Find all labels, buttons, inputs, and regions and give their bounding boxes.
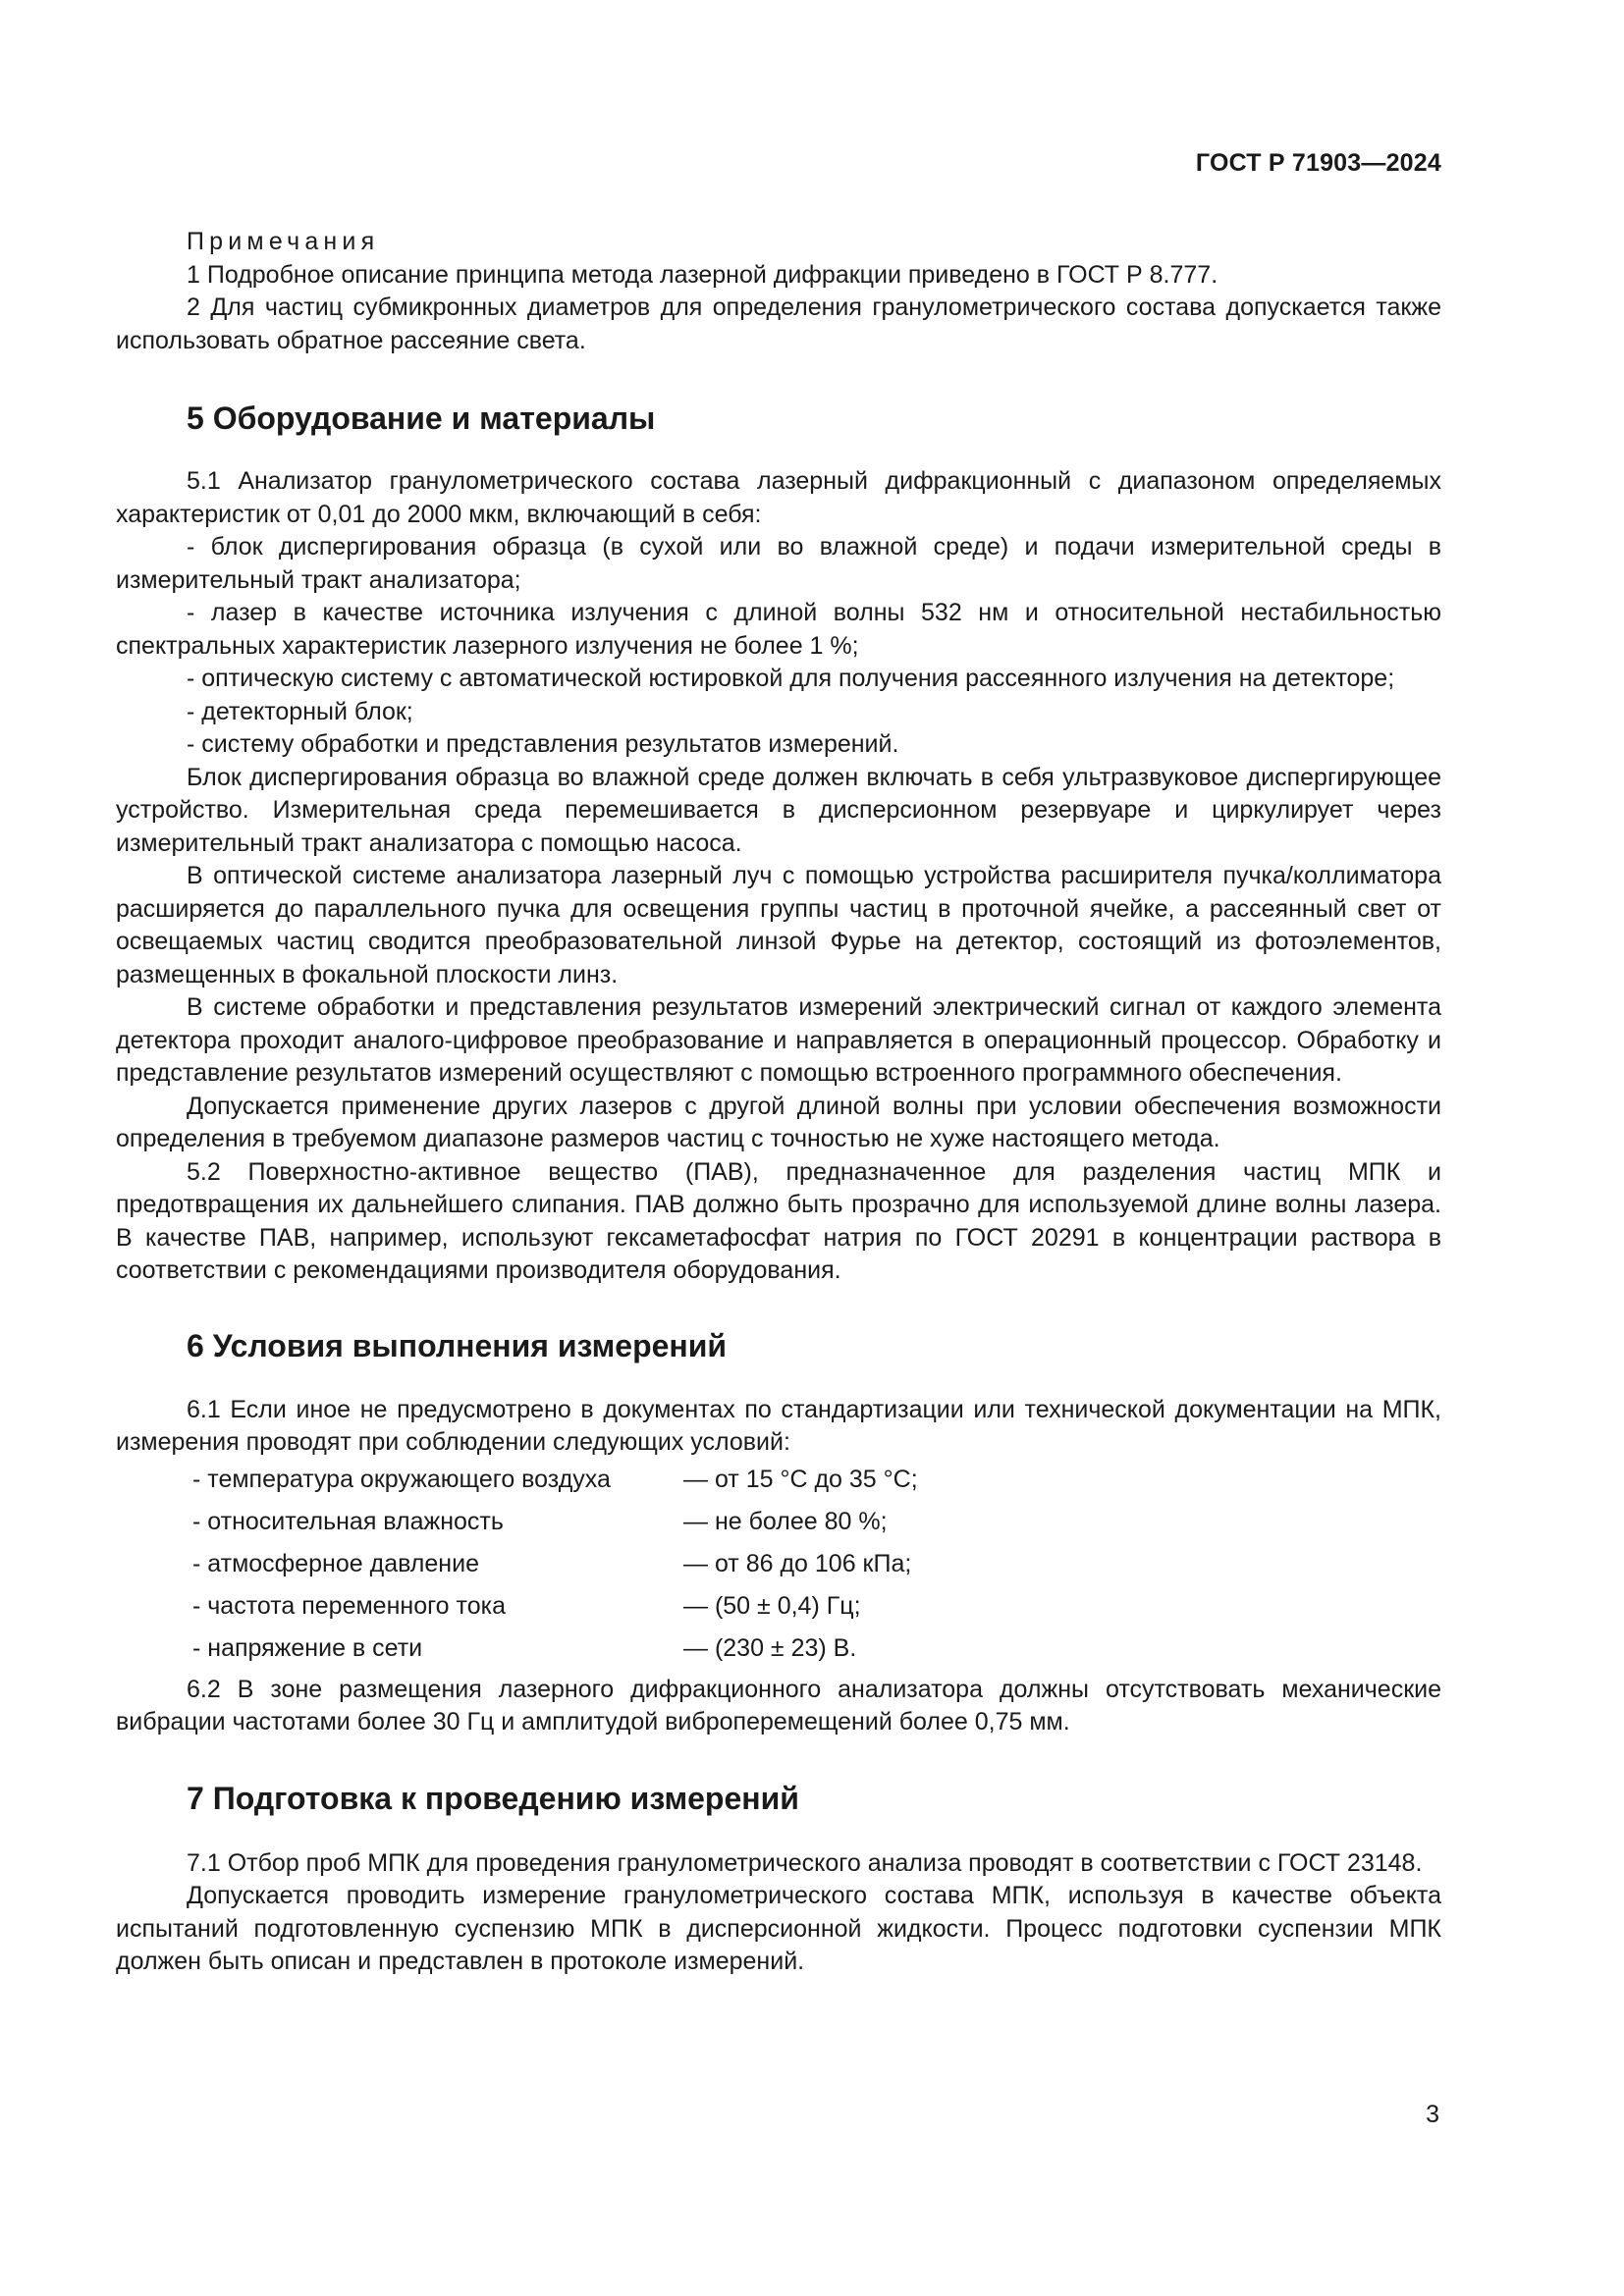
note-item: 2 Для частиц субмикронных диаметров для определения гранулометрического состава допускается также использовать обратное рассеяние света. (116, 294, 1441, 354)
condition-parameter: - температура окружающего воздуха (192, 1466, 611, 1494)
conditions-table (192, 1460, 1441, 1671)
list-item: - блок диспергирования образца (в сухой или во влажной среде) и подачи измерительной среды в измерительный тракт анализатора; (116, 533, 1441, 594)
page-number: 3 (1426, 2101, 1439, 2128)
paragraph: Блок диспергирования образца во влажной среде должен включать в себя ультразвуковое диспергирующее устройство. Измерительная среда перемешивается в дисперсионном резервуаре и циркулирует через измерительный тракт анализатора с помощью насоса. (116, 763, 1441, 857)
paragraph-6-2: 6.2 В зоне размещения лазерного дифракционного анализатора должны отсутствовать механические вибрации частотами более 30 Гц и амплитудой виброперемещений более 0,75 мм. (116, 1675, 1441, 1735)
condition-row (192, 1586, 1441, 1629)
paragraph-7-1: 7.1 Отбор проб МПК для проведения гранулометрического анализа проводят в соответствии с ГОСТ 23148. (187, 1848, 1423, 1877)
paragraph: Допускается применение других лазеров с другой длиной волны при условии обеспечения возможности определения в требуемом диапазоне размеров частиц с точностью не хуже настоящего метода. (116, 1092, 1441, 1152)
paragraph: В оптической системе анализатора лазерный луч с помощью устройства расширителя пучка/коллиматора расширяется до параллельного пучка для освещения группы частиц в проточной ячейке, а рассеянный свет от освещаемых частиц сводится преобразовательной линзой Фурье на детектор, состоящий из фотоэлементов, размещенных в фокальной плоскости линз. (116, 862, 1441, 988)
condition-row (192, 1629, 1441, 1671)
notes-title: Примечания (187, 228, 380, 255)
condition-parameter: - атмосферное давление (192, 1550, 479, 1578)
paragraph-5-2: 5.2 Поверхностно-активное вещество (ПАВ), предназначенное для разделения частиц МПК и предотвращения их дальнейшего слипания. ПАВ должно быть прозрачно для используемой длине волны лазера. В качестве ПАВ, например, используют гексаметафосфат натрия по ГОСТ 20291 в концентрации раствора в соответствии с рекомендациями производителя оборудования. (116, 1157, 1441, 1284)
paragraph-5-1: 5.1 Анализатор гранулометрического состава лазерный дифракционный с диапазоном определяемых характеристик от 0,01 до 2000 мкм, включающий в себя: (116, 467, 1441, 528)
paragraph: В системе обработки и представления результатов измерений электрический сигнал от каждого элемента детектора проходит аналого-цифровое преобразование и направляется в операционный процессор. Обработку и представление результатов измерений осуществляют с помощью встроенного программного обеспечения. (116, 993, 1441, 1087)
paragraph-6-1: 6.1 Если иное не предусмотрено в документах по стандартизации или технической документации на МПК, измерения проводят при соблюдении следующих условий: (116, 1395, 1441, 1456)
list-item: - оптическую систему с автоматической юстировкой для получения рассеянного излучения на детекторе; (187, 665, 1395, 692)
condition-parameter: - напряжение в сети (192, 1634, 423, 1663)
condition-row (192, 1544, 1441, 1586)
condition-parameter: - частота переменного тока (192, 1592, 506, 1621)
paragraph: Допускается проводить измерение гранулометрического состава МПК, используя в качестве объекта испытаний подготовленную суспензию МПК в дисперсионной жидкости. Процесс подготовки суспензии МПК должен быть описан и представлен в протоколе измерений. (116, 1882, 1441, 1975)
document-body (116, 226, 1441, 1979)
document-standard-number: ГОСТ Р 71903—2024 (1195, 149, 1441, 177)
list-item: - систему обработки и представления результатов измерений. (187, 730, 899, 758)
section-7-heading: 7 Подготовка к проведению измерений (187, 1780, 799, 1816)
condition-row (192, 1460, 1441, 1502)
condition-row (192, 1502, 1441, 1544)
list-item: - детекторный блок; (187, 697, 413, 725)
section-6-heading: 6 Условия выполнения измерений (187, 1327, 728, 1363)
condition-value: — (50 ± 0,4) Гц; (683, 1592, 861, 1621)
note-item: 1 Подробное описание принципа метода лазерной дифракции приведено в ГОСТ Р 8.777. (187, 260, 1218, 289)
condition-value: — не более 80 %; (683, 1508, 888, 1536)
condition-value: — от 86 до 106 кПа; (683, 1550, 912, 1578)
section-5-heading: 5 Оборудование и материалы (187, 400, 656, 436)
list-item: - лазер в качестве источника излучения с длиной волны 532 нм и относительной нестабильностью спектральных характеристик лазерного излучения не более 1 %; (116, 599, 1441, 660)
condition-parameter: - относительная влажность (192, 1508, 504, 1536)
condition-value: — от 15 °С до 35 °С; (683, 1466, 918, 1494)
condition-value: — (230 ± 23) В. (683, 1634, 857, 1663)
